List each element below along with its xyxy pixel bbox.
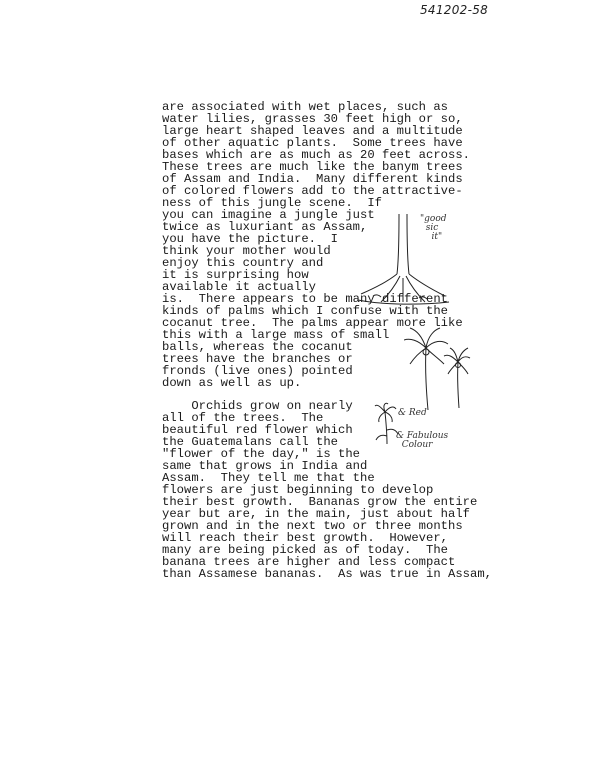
text-line: trees have the branches or	[162, 352, 353, 366]
text-line: bases which are as much as 20 feet across.	[162, 148, 471, 162]
text-line: you have the picture. I	[162, 232, 339, 246]
tree-annotation: "good sic it"	[420, 214, 447, 242]
text-line: of colored flowers add to the attractive-	[162, 184, 463, 198]
text-line: ness of this jungle scene. If	[162, 196, 383, 210]
text-line: kinds of palms which I confuse with the	[162, 304, 449, 318]
text-line: large heart shaped leaves and a multitude	[162, 124, 463, 138]
text-line: think your mother would	[162, 244, 331, 258]
text-line: "flower of the day," is the	[162, 447, 361, 461]
text-line: enjoy this country and	[162, 256, 324, 270]
text-line: will reach their best growth. However,	[162, 531, 449, 545]
text-line: flowers are just beginning to develop	[162, 483, 434, 497]
text-line: banana trees are higher and less compact	[162, 555, 456, 569]
text-line: grown and in the next two or three months	[162, 519, 463, 533]
text-line: this with a large mass of small	[162, 328, 390, 342]
text-line: twice as luxuriant as Assam,	[162, 220, 368, 234]
text-line: all of the trees. The	[162, 411, 324, 425]
text-line: water lilies, grasses 30 feet high or so,	[162, 112, 463, 126]
text-line: are associated with wet places, such as	[162, 100, 449, 114]
flower-color-annotation: & Red	[398, 408, 427, 418]
text-line: Assam. They tell me that the	[162, 471, 375, 485]
text-line: balls, whereas the cocanut	[162, 340, 353, 354]
text-line: cocanut tree. The palms appear more like	[162, 316, 463, 330]
document-id: 541202-58	[420, 3, 489, 17]
text-line: down as well as up.	[162, 376, 302, 390]
text-line: beautiful red flower which	[162, 423, 353, 437]
text-line: Orchids grow on nearly	[162, 399, 353, 413]
text-line: of other aquatic plants. Some trees have	[162, 136, 463, 150]
flower-annotation: & Fabulous Colour	[396, 431, 449, 450]
text-line: of Assam and India. Many different kinds	[162, 172, 463, 186]
text-line: you can imagine a jungle just	[162, 208, 375, 222]
text-line: many are being picked as of today. The	[162, 543, 449, 557]
text-line: it is surprising how	[162, 268, 309, 282]
palm-sketch	[404, 326, 472, 412]
text-line: is. There appears to be many different	[162, 292, 449, 306]
text-line: These trees are much like the banym trees	[162, 160, 463, 174]
text-line: the Guatemalans call the	[162, 435, 339, 449]
text-line: year but are, in the main, just about half	[162, 507, 471, 521]
text-line: than Assamese bananas. As was true in Assam,	[162, 567, 493, 581]
text-line: fronds (live ones) pointed	[162, 364, 353, 378]
text-line: their best growth. Bananas grow the entire	[162, 495, 478, 509]
text-line: available it actually	[162, 280, 317, 294]
text-line: same that grows in India and	[162, 459, 368, 473]
